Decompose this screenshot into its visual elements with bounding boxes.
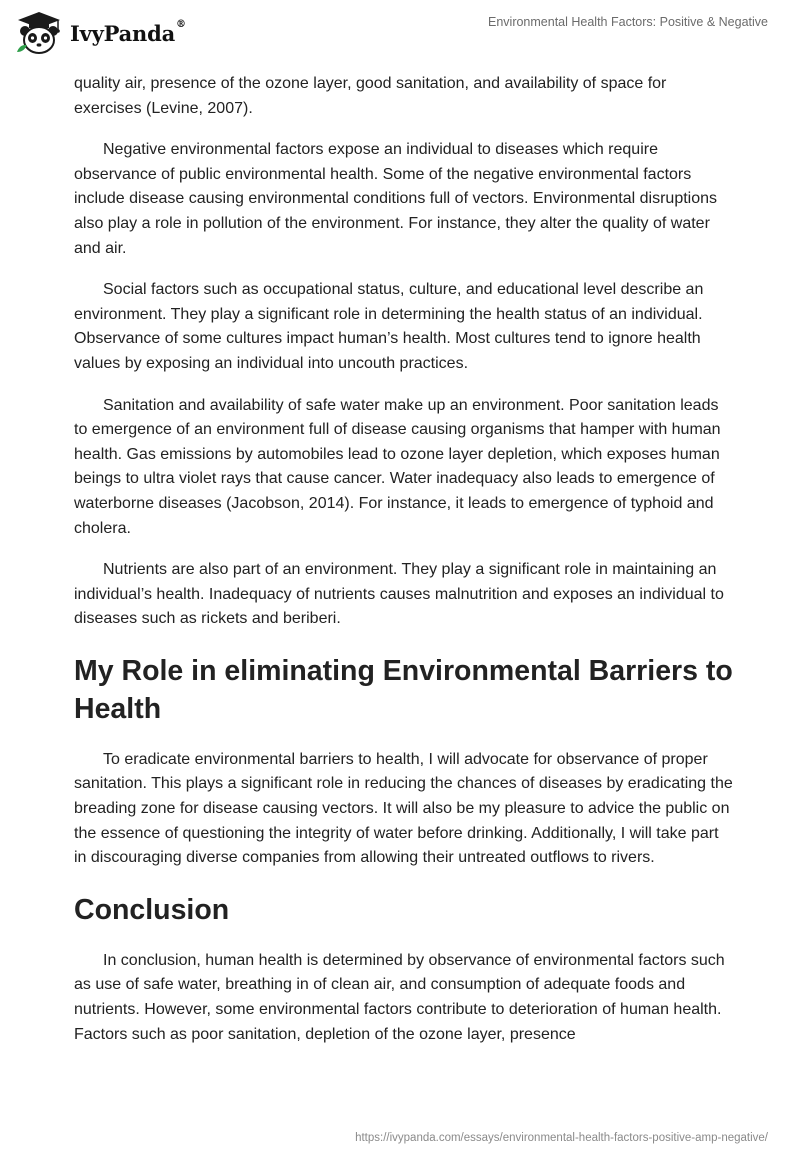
- source-url-link[interactable]: https://ivypanda.com/essays/environmental-health-factors-positive-amp-negative/: [355, 1132, 768, 1144]
- paragraph-conclusion: In conclusion, human health is determined by observance of environmental factors such as use of safe water, breathing in of clean air, and consumption of adequate foods and nutrients. However, some environmental factors contribute to deterioration of human health. Factors such as poor sanitation, depletion of the ozone layer, presence: [74, 951, 725, 1043]
- paragraph-continued: quality air, presence of the ozone layer, good sanitation, and availability of space for exercises (Levine, 2007).: [74, 75, 667, 117]
- paragraph-my-role: To eradicate environmental barriers to health, I will advocate for observance of proper sanitation. This plays a significant role in reducing the chances of diseases by eradicating the breading zone for disease causing vectors. It will also be my pleasure to advice the public on the essence of questioning the integrity of water before drinking. Additionally, I will take part in discouraging diverse companies from allowing their untreated outflows to rivers.: [74, 750, 733, 867]
- paragraph-sanitation: Sanitation and availability of safe water make up an environment. Poor sanitation leads to emergence of an environment full of disease causing organisms that hamper with human health. Gas emissions by automobiles lead to ozone layer depletion, which exposes human beings to ultra violet rays that cause cancer. Water inadequacy also leads to emergence of waterborne diseases (Jacobson, 2014). For instance, it leads to emergence of typhoid and cholera.: [74, 396, 721, 537]
- essay-body: [74, 72, 734, 1064]
- page-header: [0, 0, 800, 70]
- ivypanda-logo[interactable]: [14, 10, 186, 56]
- section-heading-conclusion: Conclusion: [74, 893, 230, 926]
- document-title: Environmental Health Factors: Positive & Negative: [488, 15, 768, 29]
- panda-mascot-icon: [14, 10, 64, 56]
- paragraph-negative-factors: Negative environmental factors expose an individual to diseases which require observance of public environmental health. Some of the negative environmental factors include disease causing environmental conditions full of vectors. Environmental disruptions also play a role in pollution of the environment. For instance, they alter the quality of water and air.: [74, 141, 718, 257]
- section-heading-my-role: My Role in eliminating Environmental Barriers to Health: [74, 654, 733, 725]
- registered-mark: ®: [176, 18, 186, 30]
- paragraph-nutrients: Nutrients are also part of an environment. They play a significant role in maintaining an individual’s health. Inadequacy of nutrients causes malnutrition and exposes an individual to diseases such as rickets and beriberi.: [74, 561, 724, 628]
- brand-name: IvyPanda®: [70, 18, 186, 46]
- paragraph-social-factors: Social factors such as occupational status, culture, and educational level describe an environment. They play a significant role in determining the health status of an individual. Observance of some cultures impact human’s health. Most cultures tend to ignore health values by exposing an individual into uncouth practices.: [74, 281, 704, 372]
